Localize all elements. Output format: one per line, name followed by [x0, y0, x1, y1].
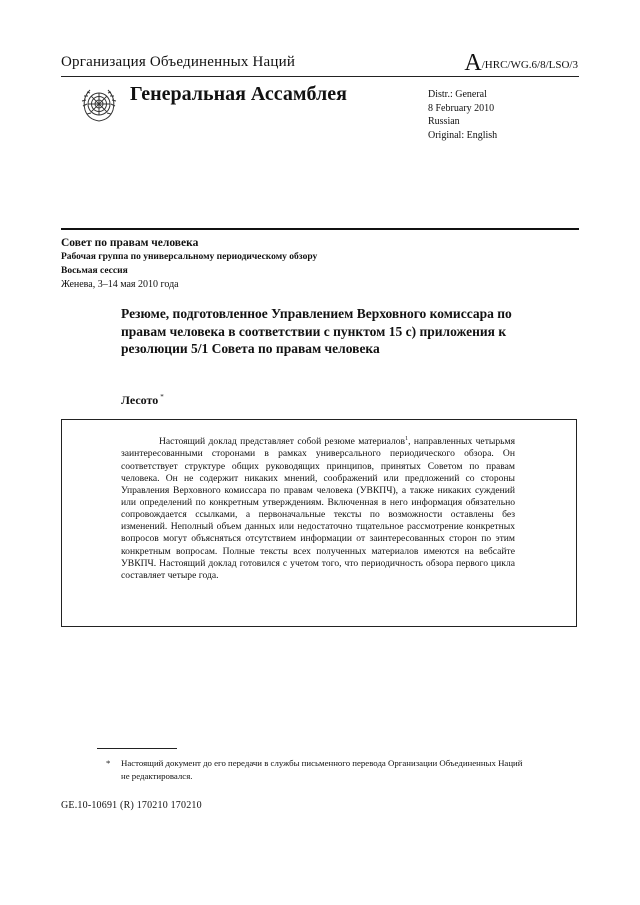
footnote-mark: * [106, 758, 111, 768]
country-note-mark: * [160, 393, 164, 401]
assembly-name: Генеральная Ассамблея [130, 83, 347, 105]
organization-name: Организация Объединенных Наций [61, 54, 296, 70]
distribution-info [428, 88, 497, 142]
distribution-line: Distr.: General [428, 89, 487, 100]
summary-text-rest: , направленных четырьмя заинтересованными сторонами в рамках универсального периодического обзора. Он соответствует структуре общих руководящих принципов, принятых Советом по правам человека. Он не содержит никаких мнений, соображений или предложений со стороны Управления Верховного комиссара по правам человека (УВКПЧ), а также никаких суждений или определений по конкретным утверждениям. Включенная в него информация обязательно сопровождается ссылками, а первоначальные тексты по возможности оставлены без изменений. Неполный объем данных или недостаточно тщательное рассмотрение конкретных вопросов могут объясняться отсутствием информации от заинтересованных сторон по этим конкретным вопросам. Полные тексты всех полученных материалов имеются на вебсайте УВКПЧ. Настоящий доклад готовился с учетом того, что периодичность обзора первого цикла составляет четыре года. [121, 436, 515, 581]
job-number: GE.10-10691 (R) 170210 170210 [61, 800, 202, 811]
session-name: Восьмая сессия [61, 266, 128, 276]
distribution-date: 8 February 2010 [428, 102, 495, 114]
header-rule [61, 76, 579, 77]
symbol-code: /HRC/WG.6/8/LSO/3 [481, 59, 578, 71]
session-dates: Женева, 3–14 мая 2010 года [61, 279, 179, 290]
symbol-letter: A [464, 50, 482, 76]
distribution-original: Original: English [428, 129, 498, 141]
council-name: Совет по правам человека [61, 237, 199, 249]
summary-note-mark: 1 [405, 436, 409, 442]
section-rule [61, 228, 579, 230]
document-title: Резюме, подготовленное Управлением Верховного комиссара по правам человека в соответствии с пунктом 15 с) приложения к резолюции 5/1 Совета по правам человека [121, 306, 512, 356]
un-emblem-icon [77, 84, 121, 128]
summary-paragraph [121, 433, 515, 582]
distribution-language: Russian [428, 116, 460, 127]
footnote-text: Настоящий документ до его передачи в службы письменного перевода Организации Объединенных Наций не редактировался. [121, 758, 523, 781]
summary-text-start: Настоящий доклад представляет собой резюме материалов [159, 436, 406, 448]
country-heading [121, 393, 164, 408]
summary-box [61, 419, 577, 627]
working-group-name: Рабочая группа по универсальному периодическому обзору [61, 252, 318, 262]
meeting-info [61, 236, 317, 292]
footnote-rule [97, 748, 177, 749]
footnote [106, 757, 526, 782]
country-name: Лесото [121, 393, 159, 407]
document-symbol [464, 50, 578, 77]
